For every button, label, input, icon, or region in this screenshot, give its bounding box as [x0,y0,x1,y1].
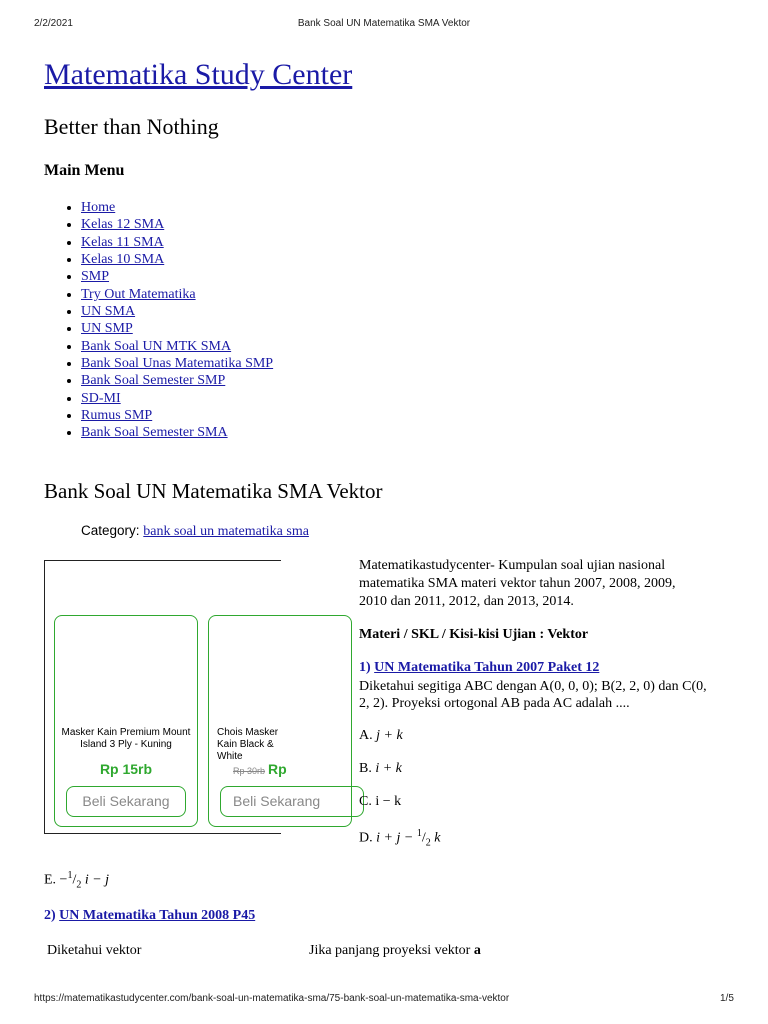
option-e-value: i − j [84,872,110,888]
ad-card-1[interactable] [54,615,198,827]
question-1-text: Diketahui segitiga ABC dengan A(0, 0, 0); B(2, 2, 0) dan C(0, 2, 2). Proyeksi ortogonal AB pada AC adalah .... [359,679,707,711]
ad-card-2-price: Rp [268,761,287,777]
menu-link-sd-mi[interactable]: SD-MI [81,390,121,406]
ad-card-2-product-name: Chois Masker Kain Black & White [217,727,279,762]
menu-link-bank-soal-semester-smp[interactable]: Bank Soal Semester SMP [81,373,226,389]
category-link[interactable]: bank soal un matematika sma [143,524,309,539]
menu-link-rumus-smp[interactable]: Rumus SMP [81,408,153,424]
main-menu-title: Main Menu [44,162,125,179]
question-1-number: 1) [359,660,371,675]
option-d-denominator: 2 [425,837,431,849]
site-tagline: Better than Nothing [44,114,219,139]
intro-paragraph: Matematikastudycenter- Kumpulan soal ujian nasional matematika SMA materi vektor tahun 2007, 2008, 2009, 2010 dan 2011, 2012, dan 2013, 2014. [359,558,676,609]
ad-card-1-price: Rp 15rb [99,761,153,777]
question-2-link[interactable]: UN Matematika Tahun 2008 P45 [59,908,256,923]
site-title-link[interactable]: Matematika Study Center [44,58,353,91]
menu-link-try-out[interactable]: Try Out Matematika [81,286,196,302]
option-e-denominator: 2 [76,879,82,891]
option-e-numerator: 1 [67,870,73,881]
menu-item-smp [81,268,273,285]
menu-link-un-sma[interactable]: UN SMA [81,304,136,320]
menu-item-rumus-smp [81,407,273,424]
ad-card-2-price-row [233,761,353,777]
menu-link-un-smp[interactable]: UN SMP [81,321,133,337]
option-b-label: B. [359,761,372,776]
option-d-label: D. [359,830,373,846]
menu-item-un-smp [81,320,273,337]
menu-item-home [81,199,273,216]
question-2-text-b-body: Jika panjang proyeksi vektor [309,943,471,958]
materi-heading: Materi / SKL / Kisi-kisi Ujian : Vektor [359,627,589,642]
ad-box [44,560,321,834]
post-category [81,523,309,540]
option-b-value: i + k [375,761,402,776]
menu-link-bank-soal-unas-smp[interactable]: Bank Soal Unas Matematika SMP [81,356,274,372]
option-a-label: A. [359,728,373,743]
option-e: E. $-^1/_2$ i − j [44,870,110,891]
menu-link-home[interactable]: Home [81,200,116,215]
ad-card-2-old-price: Rp 30rb [233,766,266,776]
question-2-text-b [309,943,481,959]
menu-item-bank-soal-semester-sma [81,424,273,441]
option-c-value: i − k [375,794,402,809]
option-d-value-part1: i + j − [376,830,414,846]
option-c-label: C. [359,794,372,809]
option-d-numerator: 1 [416,828,422,839]
menu-link-kelas-11-sma[interactable]: Kelas 11 SMA [81,234,164,250]
menu-item-bank-soal-un-mtk-sma [81,338,273,355]
menu-item-un-sma [81,303,273,320]
ad-card-2[interactable] [208,615,352,827]
option-a [359,728,403,744]
question-2-vector: a [473,943,481,958]
menu-item-sd-mi [81,390,273,407]
menu-link-bank-soal-semester-sma[interactable]: Bank Soal Semester SMA [81,425,228,441]
print-page-number: 1/5 [720,993,734,1004]
option-c [359,794,401,810]
ad-card-1-buy-button[interactable]: Beli Sekarang [66,786,186,817]
question-2-text-a: Diketahui vektor [47,943,142,958]
main-menu-list [44,199,273,442]
menu-item-kelas-10 [81,251,273,268]
question-1-link[interactable]: UN Matematika Tahun 2007 Paket 12 [374,660,600,675]
menu-item-kelas-12 [81,216,273,233]
menu-item-bank-soal-semester-smp [81,372,273,389]
option-a-value: j + k [376,728,403,743]
ad-card-2-buy-button[interactable]: Beli Sekarang [220,786,364,817]
option-b [359,761,402,777]
print-doc-title: Bank Soal UN Matematika SMA Vektor [297,18,471,29]
menu-link-kelas-12-sma[interactable]: Kelas 12 SMA [81,217,165,233]
ad-card-1-product-name: Masker Kain Premium Mount Island 3 Ply - Kuning [61,727,191,750]
question-2-title [44,908,255,924]
print-footer-url: https://matematikastudycenter.com/bank-soal-un-matematika-sma/75-bank-soal-un-matematika-sma-vektor [34,993,510,1004]
category-label: Category: [81,523,140,538]
menu-link-smp[interactable]: SMP [81,269,110,285]
option-d: D. $i + j - ^1/_2$ k [359,828,441,849]
menu-item-kelas-11 [81,234,273,251]
option-d-value-part2: k [434,830,441,846]
menu-item-try-out [81,286,273,303]
menu-link-kelas-10-sma[interactable]: Kelas 10 SMA [81,252,165,268]
post-title: Bank Soal UN Matematika SMA Vektor [44,479,383,503]
question-1-title [359,660,599,676]
option-e-label: E. − [44,872,68,888]
menu-item-bank-soal-unas-smp [81,355,273,372]
print-date: 2/2/2021 [34,18,73,29]
menu-link-bank-soal-un-mtk-sma[interactable]: Bank Soal UN MTK SMA [81,338,232,354]
question-2-number: 2) [44,908,56,923]
